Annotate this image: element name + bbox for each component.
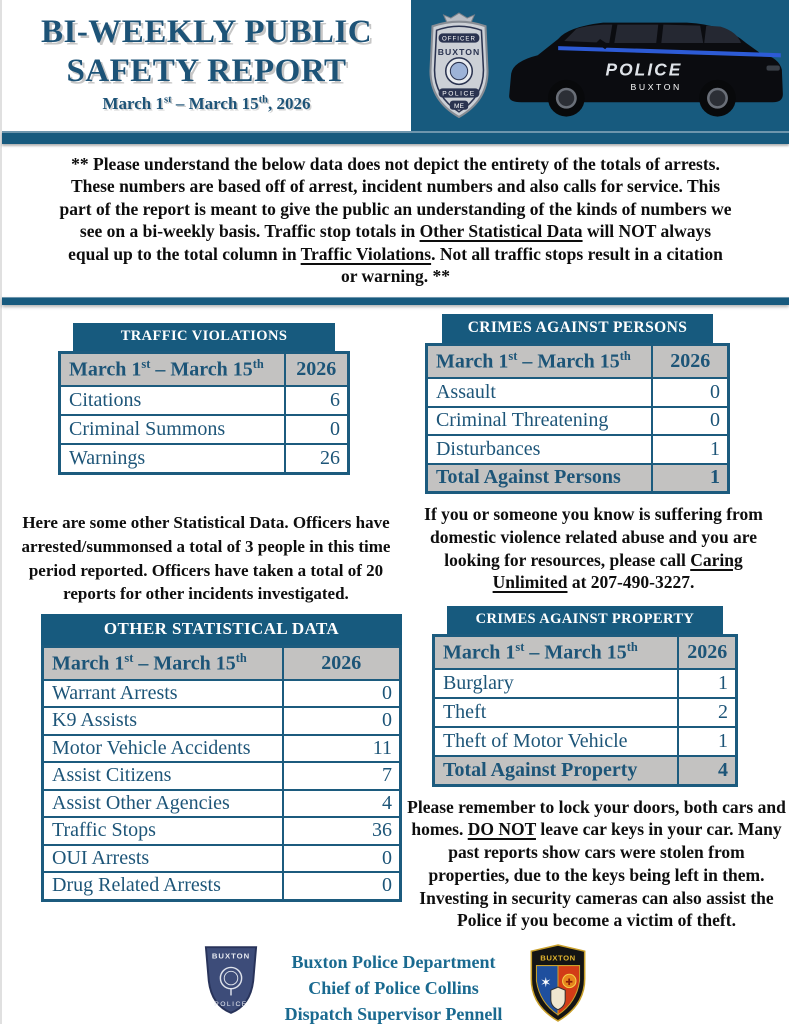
table-subheader-row: [426, 345, 728, 378]
table-row: Drug Related Arrests 0: [43, 872, 401, 900]
year-header: 2026: [285, 353, 349, 386]
svg-text:POLICE: POLICE: [442, 90, 476, 98]
right-column: [406, 305, 789, 932]
svg-text:POLICE: POLICE: [213, 1001, 248, 1009]
period-header: March 1st – March 15th: [426, 345, 652, 378]
maltese-cross-icon: ✚: [565, 977, 574, 988]
footer-text-block: [285, 944, 503, 1027]
police-badge-icon: [423, 12, 495, 120]
report-footer: [2, 944, 789, 1027]
table-row: Assist Citizens 7: [43, 762, 401, 790]
header-banner: [411, 0, 789, 131]
crimes-against-property-table: [432, 606, 738, 787]
svg-text:BUXTON: BUXTON: [211, 951, 250, 961]
table-row: Theft of Motor Vehicle 1: [433, 727, 736, 756]
table-title: CRIMES AGAINST PERSONS: [442, 314, 713, 343]
divider-bar-top: [2, 131, 789, 144]
other-stats-paragraph: Here are some other Statistical Data. Officers have arrested/summonsed a total of 3 people in this time period reported. Officers have taken a total of 20 reports for other incidents investigated.: [21, 513, 391, 604]
table-row: Criminal Threatening 0: [426, 407, 728, 436]
year-header: 2026: [652, 345, 728, 378]
other-statistical-data-table: [41, 614, 402, 902]
table-subheader-row: [433, 636, 736, 669]
year-header: 2026: [678, 636, 736, 669]
table-total-row: Total Against Persons 1: [426, 464, 728, 493]
traffic-violations-table: [58, 323, 350, 475]
table-row: Assault 0: [426, 378, 728, 407]
disclaimer-text: ** Please understand the below data does not depict the entirety of the totals of arrests. These numbers are based off of arrest, incident numbers and also calls for service. This part of the report is meant to give the public an understanding of the kinds of numbers we see on a bi-weekly basis. Traffic stop totals in Other Statistical Data will NOT always equal up to the total column in Traffic Violations. Not all traffic stops result in a citation or warning. **: [59, 154, 732, 286]
page-title: BI-WEEKLY PUBLIC SAFETY REPORT: [40, 14, 373, 89]
report-date-range: March 1st – March 15th, 2026: [102, 93, 311, 113]
table-row: Disturbances 1: [426, 435, 728, 464]
table-title: TRAFFIC VIOLATIONS: [73, 323, 336, 351]
table-row: Theft 2: [433, 698, 736, 727]
year-header: 2026: [283, 647, 401, 680]
table-title: OTHER STATISTICAL DATA: [41, 614, 402, 645]
table-row: Warrant Arrests 0: [43, 680, 401, 708]
dispatch-supervisor-name: Dispatch Supervisor Pennell: [284, 1004, 503, 1025]
table-total-row: Total Against Property 4: [433, 756, 736, 786]
table-title: CRIMES AGAINST PROPERTY: [447, 606, 722, 634]
svg-text:BUXTON: BUXTON: [540, 953, 577, 963]
underlined-phrase: DO NOT: [467, 819, 536, 840]
report-header: [2, 0, 789, 131]
crimes-against-persons-table: [425, 314, 730, 494]
buxton-public-safety-shield-icon: [528, 944, 588, 1022]
table-row: Burglary 1: [433, 669, 736, 698]
svg-text:ME: ME: [454, 102, 464, 110]
table-row: Criminal Summons 0: [60, 415, 349, 444]
period-header: March 1st – March 15th: [433, 636, 678, 669]
buxton-police-patch-icon: [203, 944, 259, 1016]
star-of-life-icon: ✶: [540, 975, 552, 991]
table-row: K9 Assists 0: [43, 707, 401, 735]
table-row: Citations 6: [60, 386, 349, 415]
table-row: Motor Vehicle Accidents 11: [43, 735, 401, 763]
theft-prevention-notice: Please remember to lock your doors, both cars and homes. DO NOT leave car keys in your car. Many past reports show cars were stolen from properties, due to the keys being left in them. Investing in security cameras can also assist the Police if you become a victim of theft.: [407, 796, 786, 931]
chief-name: Chief of Police Collins: [308, 978, 479, 999]
svg-text:OFFICER: OFFICER: [442, 35, 476, 43]
period-header: March 1st – March 15th: [43, 647, 283, 680]
left-column: [2, 305, 406, 932]
svg-text:BUXTON: BUXTON: [630, 82, 682, 93]
police-car-image: [503, 8, 789, 123]
table-subheader-row: [43, 647, 401, 680]
table-row: OUI Arrests 0: [43, 845, 401, 873]
svg-text:POLICE: POLICE: [605, 59, 683, 80]
report-body: [2, 305, 789, 932]
period-header: March 1st – March 15th: [60, 353, 285, 386]
divider-bar-middle: [2, 297, 789, 305]
underlined-phrase: Traffic Violations: [300, 243, 432, 264]
table-subheader-row: [60, 353, 349, 386]
svg-text:BUXTON: BUXTON: [437, 46, 481, 57]
underlined-phrase: Other Statistical Data: [419, 221, 583, 242]
title-block: [2, 0, 411, 131]
department-name: Buxton Police Department: [291, 952, 496, 973]
table-row: Assist Other Agencies 4: [43, 790, 401, 818]
table-row: Warnings 26: [60, 444, 349, 474]
underlined-phrase: Caring Unlimited: [492, 549, 743, 593]
domestic-violence-notice: If you or someone you know is suffering from domestic violence related abuse and you are looking for resources, please call Caring Unlimited at 207-490-3227.: [424, 504, 763, 593]
table-row: Traffic Stops 36: [43, 817, 401, 845]
